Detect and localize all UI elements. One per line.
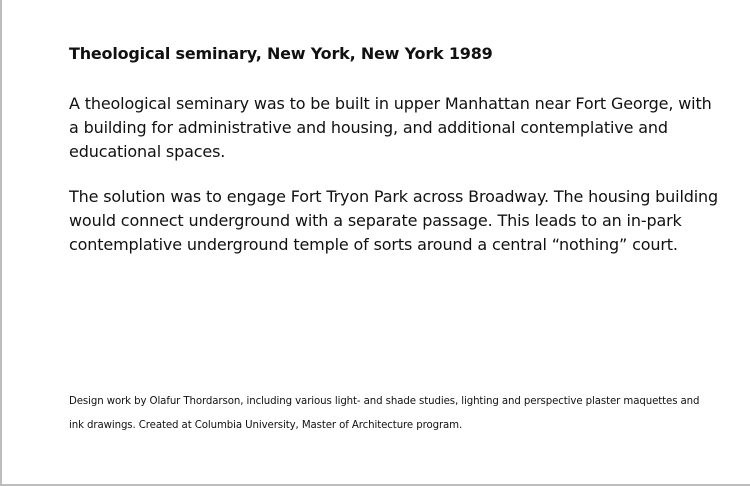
description-paragraph-1: A theological seminary was to be built in upper Manhattan near Fort George, with a building for administrative and housing, and additional contemplative and educational spaces. [69, 94, 712, 161]
description-paragraph-2: The solution was to engage Fort Tryon Park across Broadway. The housing building would connect underground with a separate passage. This leads to an in-park contemplative underground temple of sorts around a central “nothing” court. [69, 187, 719, 254]
page-title: Theological seminary, New York, New York 1989 [69, 44, 493, 63]
credits-text: Design work by Olafur Thordarson, including various light- and shade studies, lighting and perspective plaster maquettes and ink drawings. Created at Columbia University, Master of Architecture program. [69, 396, 700, 431]
